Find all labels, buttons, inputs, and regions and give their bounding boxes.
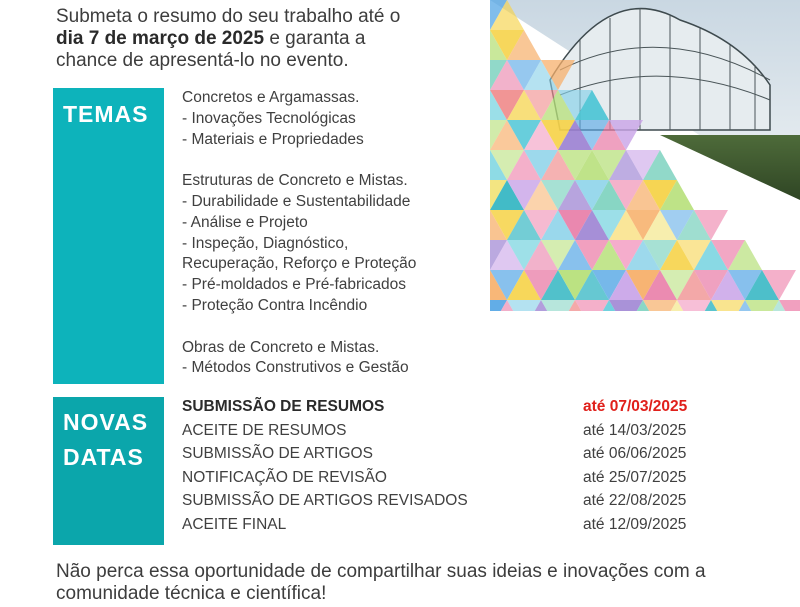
topic-line: Recuperação, Reforço e Proteção: [182, 255, 417, 273]
deadline-name: SUBMISSÃO DE ARTIGOS: [182, 445, 373, 463]
deadline-row: [182, 420, 707, 444]
deadline-name: SUBMISSÃO DE ARTIGOS REVISADOS: [182, 492, 468, 510]
deadline-row: [182, 396, 707, 420]
novas-datas-label-box: [53, 397, 164, 545]
closing-text: [56, 561, 776, 605]
topic-line: - Durabilidade e Sustentabilidade: [182, 192, 411, 210]
intro-deadline-highlight: dia 7 de março de 2025: [56, 28, 265, 49]
topic-line: - Proteção Contra Incêndio: [182, 296, 368, 314]
deadline-name: NOTIFICAÇÃO DE REVISÃO: [182, 468, 387, 486]
closing-line-2: comunidade técnica e científica!: [56, 583, 327, 604]
deadlines-list: [182, 396, 707, 538]
deadline-name: ACEITE DE RESUMOS: [182, 421, 347, 439]
topic-line: - Inspeção, Diagnóstico,: [182, 234, 349, 252]
topic-line: - Pré-moldados e Pré-fabricados: [182, 276, 406, 294]
topic-line: - Inovações Tecnológicas: [182, 109, 356, 127]
topic-group-concretos: [182, 88, 482, 150]
topics-list: [182, 88, 482, 400]
temas-label: TEMAS: [63, 101, 149, 127]
topic-group-estruturas: [182, 171, 482, 317]
deadline-date: até 22/08/2025: [583, 492, 687, 510]
deadline-date: até 12/09/2025: [583, 515, 687, 533]
topic-line: - Análise e Projeto: [182, 213, 308, 231]
temas-label-box: [53, 88, 164, 384]
greenhouse-photo: [490, 0, 800, 311]
topic-line: - Métodos Construtivos e Gestão: [182, 359, 409, 377]
deadline-row: [182, 467, 707, 491]
novas-label: NOVAS: [63, 409, 149, 435]
deadline-row: [182, 490, 707, 514]
intro-text: [56, 6, 476, 72]
topic-group-obras: [182, 338, 482, 380]
intro-line-1: Submeta o resumo do seu trabalho até o: [56, 6, 401, 27]
intro-line-3: chance de apresentá-lo no evento.: [56, 50, 349, 71]
deadline-date: até 25/07/2025: [583, 468, 687, 486]
intro-line-2: e garanta a: [264, 28, 366, 49]
deadline-row: [182, 514, 707, 538]
deadline-date: até 14/03/2025: [583, 421, 687, 439]
deadline-row: [182, 443, 707, 467]
triangle-mosaic-image: [490, 0, 800, 311]
topic-line: Concretos e Argamassas.: [182, 89, 360, 106]
deadline-date: até 07/03/2025: [583, 398, 688, 415]
topic-line: Estruturas de Concreto e Mistas.: [182, 172, 408, 190]
topic-line: - Materiais e Propriedades: [182, 130, 364, 148]
topic-line: Obras de Concreto e Mistas.: [182, 338, 380, 356]
deadline-date: até 06/06/2025: [583, 445, 687, 463]
closing-line-1: Não perca essa oportunidade de compartilhar suas ideias e inovações com a: [56, 561, 706, 582]
deadline-name: SUBMISSÃO DE RESUMOS: [182, 398, 385, 415]
deadline-name: ACEITE FINAL: [182, 515, 287, 533]
datas-label: DATAS: [63, 444, 144, 470]
